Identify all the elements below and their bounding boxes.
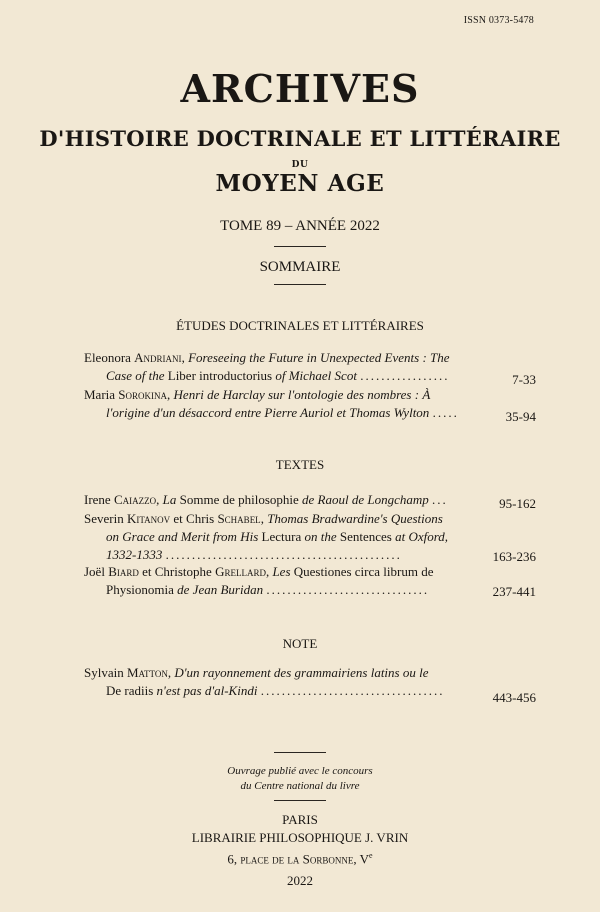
author-name: Schabel (217, 511, 261, 526)
author-name: Grellard (215, 564, 266, 579)
toc-entry: Severin Kitanov et Chris Schabel, Thomas Bradwardine's Questions on Grace and Merit from His Lectura on the Sentences at Oxford, 1332-1333 ............................................. (84, 511, 449, 562)
section-title-textes: TEXTES (275, 457, 325, 472)
page-range: 95-162 (499, 496, 536, 511)
toc-entry: Joël Biard et Christophe Grellard, Les Questiones circa librum de Physionomia de Jean Buridan ............................... (84, 564, 434, 597)
section-title-note: NOTE (282, 636, 318, 651)
page-range: 237-441 (492, 584, 536, 599)
journal-title-du: DU (291, 160, 309, 170)
journal-subtitle: D'HISTOIRE DOCTRINALE ET LITTÉRAIRE (39, 126, 561, 151)
section-title-etudes: ÉTUDES DOCTRINALES ET LITTÉRAIRES (176, 318, 424, 333)
author-name: Caiazzo (113, 492, 157, 507)
divider-3 (274, 752, 326, 753)
author-name: Kitanov (126, 511, 171, 526)
page-range: 7-33 (512, 372, 536, 387)
journal-title: ARCHIVES (180, 66, 420, 111)
author-name: Matton (126, 665, 168, 680)
publisher-address: 6, place de la Sorbonne, Ve (227, 851, 373, 867)
page-range: 35-94 (505, 409, 536, 424)
publisher-block (0, 811, 600, 890)
issn: ISSN 0373-5478 (463, 15, 534, 26)
tome-year: TOME 89 – ANNÉE 2022 (220, 218, 380, 234)
toc-entry: Eleonora Andriani, Foreseeing the Future in Unexpected Events : The Case of the Liber introductorius of Michael Scot ................. (84, 350, 450, 383)
divider-4 (274, 800, 326, 801)
sommaire-heading: SOMMAIRE (259, 259, 341, 275)
author-name: Biard (108, 564, 139, 579)
publication-year: 2022 (287, 873, 313, 889)
journal-title-moyen-age: MOYEN AGE (215, 170, 385, 197)
toc-entry: Irene Caiazzo, La Somme de philosophie de Raoul de Longchamp ... (84, 492, 448, 507)
divider-2 (274, 284, 326, 285)
toc-entry: Sylvain Matton, D'un rayonnement des grammairiens latins ou le De radiis n'est pas d'al-Kindi ................................... (84, 665, 445, 698)
support-note: Ouvrage publié avec le concours du Centre national du livre (227, 765, 373, 792)
author-name: Andriani (134, 350, 182, 365)
toc-entry: Maria Sorokina, Henri de Harclay sur l'ontologie des nombres : À l'origine d'un désaccord entre Pierre Auriol et Thomas Wylton ..... (84, 387, 459, 420)
author-name: Sorokina (118, 387, 168, 402)
divider-1 (274, 246, 326, 247)
page-range: 163-236 (492, 549, 536, 564)
city: PARIS (282, 812, 318, 827)
page-range: 443-456 (492, 690, 536, 705)
publisher-name: LIBRAIRIE PHILOSOPHIQUE J. VRIN (191, 830, 409, 845)
